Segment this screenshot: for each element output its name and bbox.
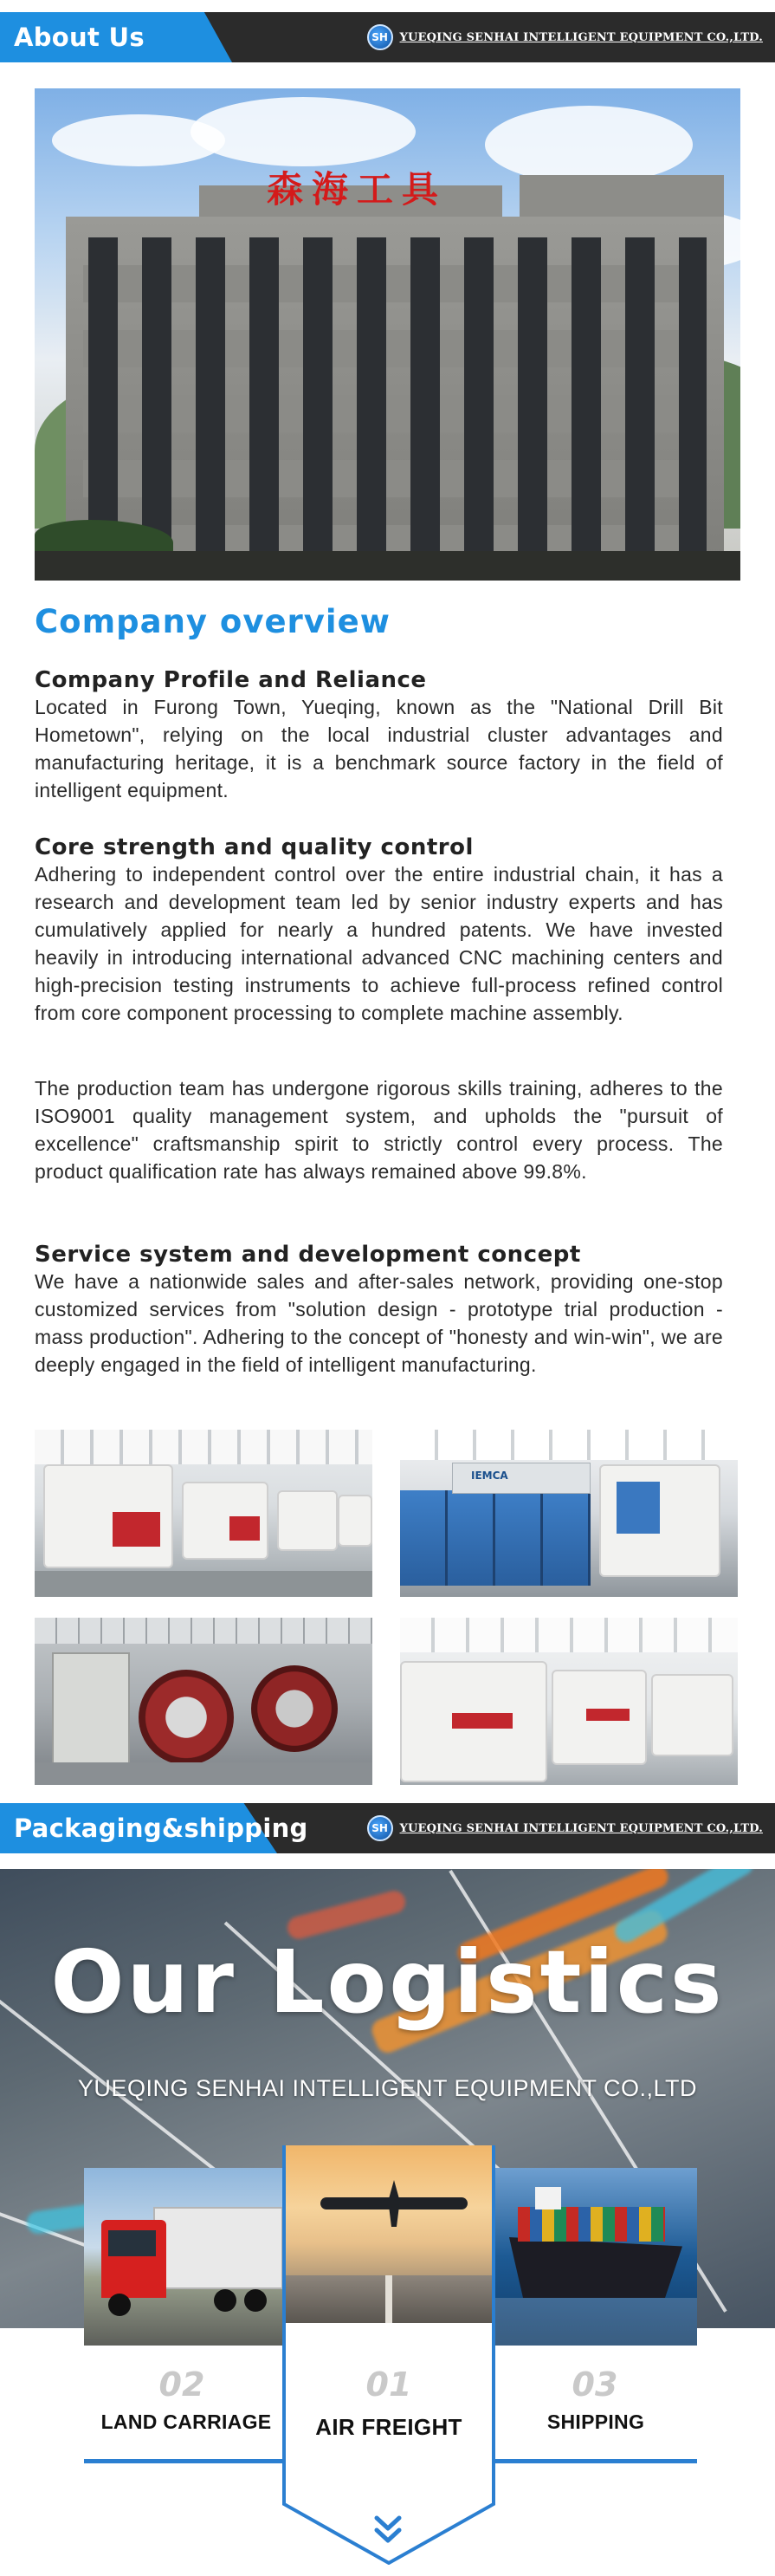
packaging-shipping-tab-label: Packaging&shipping [14, 1814, 308, 1843]
factory-photo-cnc-lathes [400, 1618, 738, 1785]
section-paragraph-profile: Located in Furong Town, Yueqing, known as the "National Drill Bit Hometown", relying on the local industrial cluster advantages and manufacturing heritage, it is a benchmark source factory in the field of intelligent equipment. [35, 696, 723, 801]
brand-name: YUEQING SENHAI INTELLIGENT EQUIPMENT CO.,LTD. [399, 30, 763, 44]
air-freight-label: AIR FREIGHT [315, 2414, 462, 2440]
section-paragraph-production-team: The production team has undergone rigorous skills training, adheres to the ISO9001 quality management system, and upholds the "pursuit of excellence" craftsmanship spirit to strictly control every process. The product qualification rate has always remained above 99.8%. [35, 1077, 723, 1183]
company-logo-icon-2: SH [367, 1815, 393, 1841]
container-ship-icon [509, 2237, 682, 2298]
factory-building-photo [35, 88, 740, 581]
brand-block-2 [367, 1815, 763, 1841]
double-chevron-down-icon [373, 2514, 403, 2546]
section-paragraph-core-strength: Adhering to independent control over the entire industrial chain, it has a research and development team led by senior industry experts and has cumulatively applied for nearly a hundred patents. We have invested heavily in introducing international advanced CNC machining centers and high-precision testing instruments to achieve full-process refined control from core component processing to complete machine assembly. [35, 863, 723, 1024]
building-sign: 森海工具 [267, 168, 448, 211]
brand-name-2: YUEQING SENHAI INTELLIGENT EQUIPMENT CO.,LTD. [399, 1821, 763, 1835]
shipping-number: 03 [572, 2365, 618, 2404]
shipping-image [492, 2168, 697, 2346]
factory-photo-vacuum-furnace [35, 1618, 372, 1785]
section-heading-service: Service system and development concept [35, 1242, 581, 1268]
logistics-subtitle: YUEQING SENHAI INTELLIGENT EQUIPMENT CO.,LTD [77, 2075, 698, 2101]
air-freight-number: 01 [365, 2365, 412, 2404]
section-heading-profile: Company Profile and Reliance [35, 667, 427, 693]
land-carriage-label: LAND CARRIAGE [100, 2411, 272, 2433]
factory-photo-cnc-row [35, 1430, 372, 1597]
right-divider [494, 2459, 697, 2463]
section-paragraph-service: We have a nationwide sales and after-sales network, providing one-stop customized services from "solution design - prototype trial production - mass production". Adhering to the concept of "honesty and win-win", we are deeply engaged in the field of intelligent manufacturing. [35, 1270, 723, 1376]
shipping-label: SHIPPING [546, 2411, 645, 2433]
land-carriage-image [84, 2168, 285, 2346]
iemca-label: IEMCA [471, 1470, 508, 1482]
packaging-shipping-header [0, 1803, 775, 1853]
air-freight-card-outline [282, 2145, 495, 2565]
section-heading-core-strength: Core strength and quality control [35, 834, 474, 860]
company-overview-title: Company overview [35, 603, 391, 640]
logistics-title: Our Logistics [50, 1931, 725, 2033]
left-divider [84, 2459, 284, 2463]
brand-block [367, 24, 763, 50]
factory-photo-bar-feeder [400, 1430, 738, 1597]
about-us-header [0, 12, 775, 62]
land-carriage-number: 02 [158, 2365, 205, 2404]
company-logo-icon: SH [367, 24, 393, 50]
about-us-tab-label: About Us [14, 23, 145, 52]
